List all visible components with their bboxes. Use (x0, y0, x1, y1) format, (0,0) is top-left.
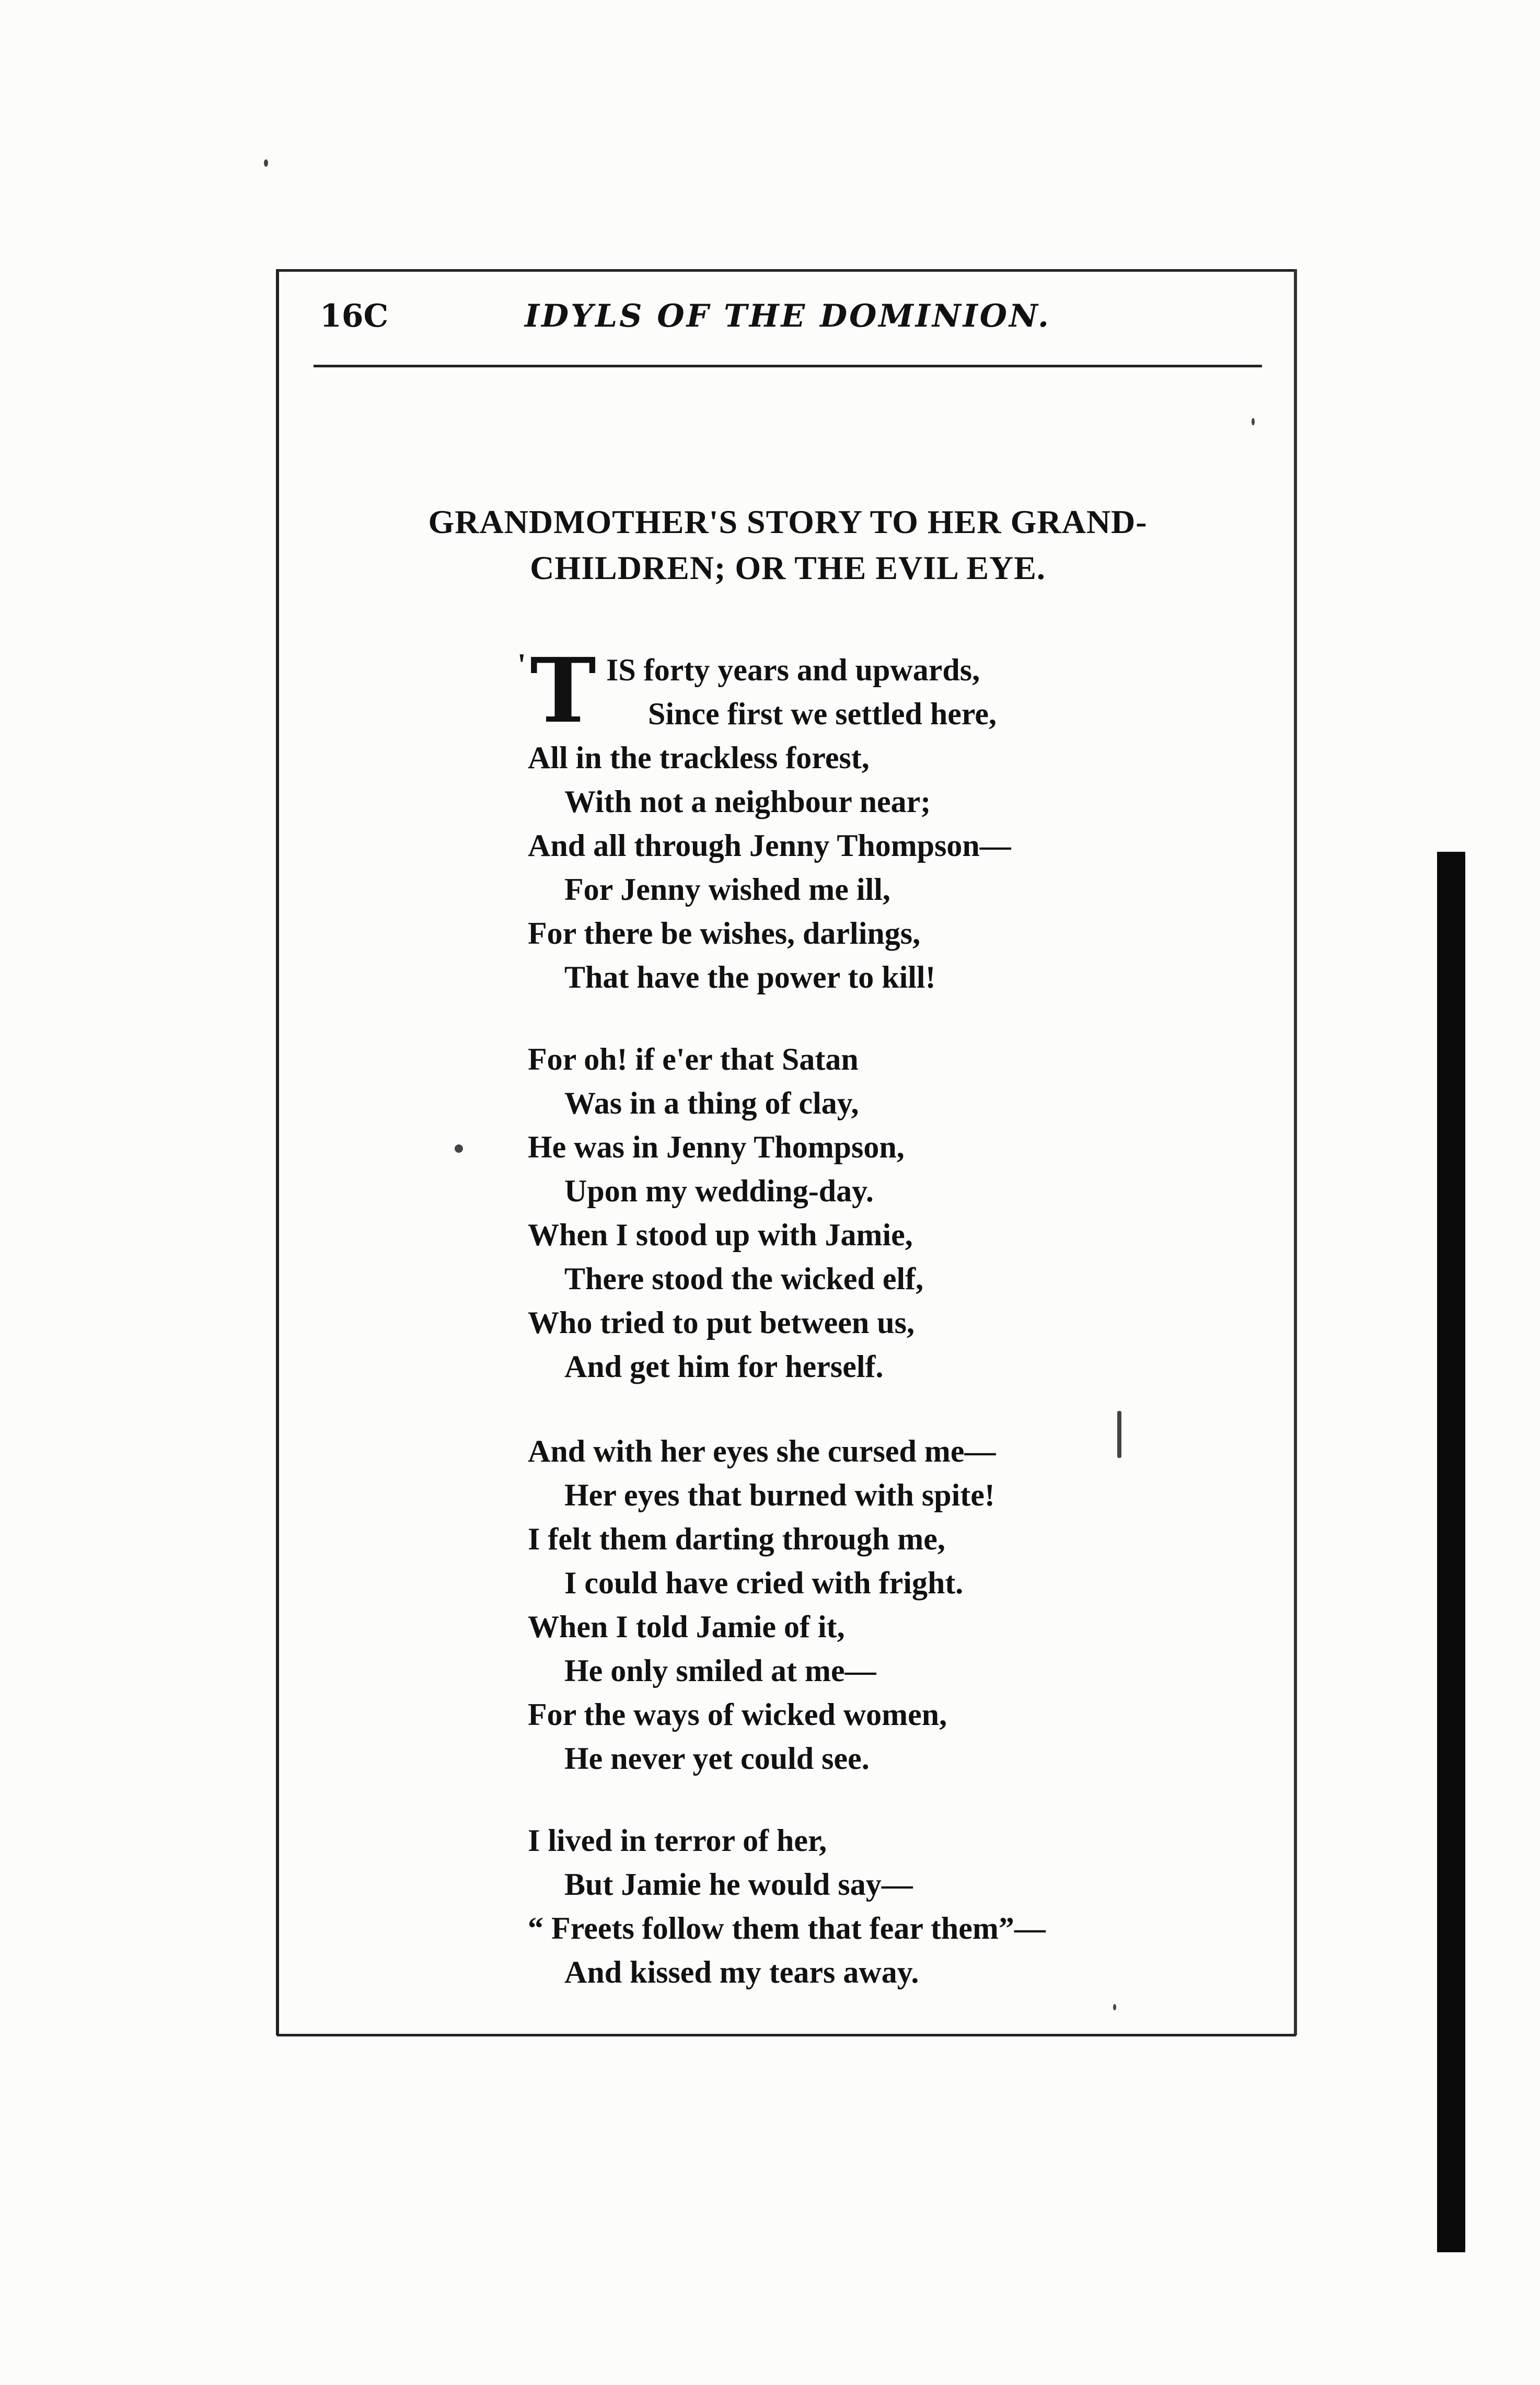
verse-line: When I told Jamie of it, (528, 1610, 845, 1644)
verse-line: All in the trackless forest, (528, 740, 870, 775)
poem-title-line: GRANDMOTHER'S STORY TO HER GRAND- (428, 503, 1148, 540)
frame-left-rule (276, 269, 279, 2035)
verse-line: But Jamie he would say— (564, 1867, 913, 1902)
drop-quote: ' (517, 647, 526, 682)
verse-line: Who tried to put between us, (528, 1305, 915, 1340)
verse-line: Was in a thing of clay, (564, 1086, 859, 1120)
verse-line: There stood the wicked elf, (564, 1261, 924, 1296)
drop-cap: T (530, 639, 596, 743)
frame-top-rule (277, 269, 1296, 272)
stanza-4 (528, 1819, 1207, 1994)
poem-title-line: CHILDREN; OR THE EVIL EYE. (530, 549, 1046, 586)
verse-line: And get him for herself. (564, 1349, 884, 1384)
stanza-2 (528, 1037, 1207, 1388)
scan-speck (455, 1144, 463, 1153)
verse-line: I lived in terror of her, (528, 1823, 827, 1858)
frame-right-rule (1294, 269, 1297, 2035)
header-rule (314, 365, 1262, 367)
running-head (314, 298, 1262, 345)
verse-line: With not a neighbour near; (564, 784, 931, 819)
running-title: IDYLS OF THE DOMINION. (525, 298, 1051, 334)
verse-line: And with her eyes she cursed me— (528, 1434, 996, 1468)
scan-speck (1113, 2004, 1116, 2010)
verse-line: He was in Jenny Thompson, (528, 1130, 905, 1164)
verse-line: He never yet could see. (564, 1741, 870, 1776)
verse-line: Upon my wedding-day. (564, 1174, 874, 1208)
verse-line: Her eyes that burned with spite! (564, 1478, 995, 1512)
verse-line: “ Freets follow them that fear them”— (528, 1911, 1046, 1946)
verse-line: I could have cried with fright. (564, 1566, 964, 1600)
scan-speck (1117, 1411, 1121, 1458)
verse-line: He only smiled at me— (564, 1653, 876, 1688)
scan-speck (1252, 418, 1255, 425)
verse-line: IS forty years and upwards, (606, 653, 980, 687)
verse-line: For there be wishes, darlings, (528, 916, 921, 951)
verse-line: For the ways of wicked women, (528, 1697, 947, 1732)
verse-line: When I stood up with Jamie, (528, 1218, 913, 1252)
poem-title (314, 499, 1262, 591)
binding-shadow-bar (1437, 852, 1465, 2252)
verse-line: And kissed my tears away. (564, 1955, 919, 1989)
verse-line: For oh! if e'er that Satan (528, 1042, 859, 1076)
verse-line: That have the power to kill! (564, 960, 936, 994)
scan-speck (264, 159, 268, 167)
page-number: 16C (320, 298, 389, 334)
frame-bottom-rule (277, 2034, 1296, 2036)
stanza-1 (517, 639, 1207, 999)
verse-line: I felt them darting through me, (528, 1522, 945, 1556)
verse-line: For Jenny wished me ill, (564, 872, 890, 907)
verse-line: And all through Jenny Thompson— (528, 828, 1011, 863)
verse-line: Since first we settled here, (648, 697, 997, 731)
stanza-3 (528, 1429, 1207, 1780)
